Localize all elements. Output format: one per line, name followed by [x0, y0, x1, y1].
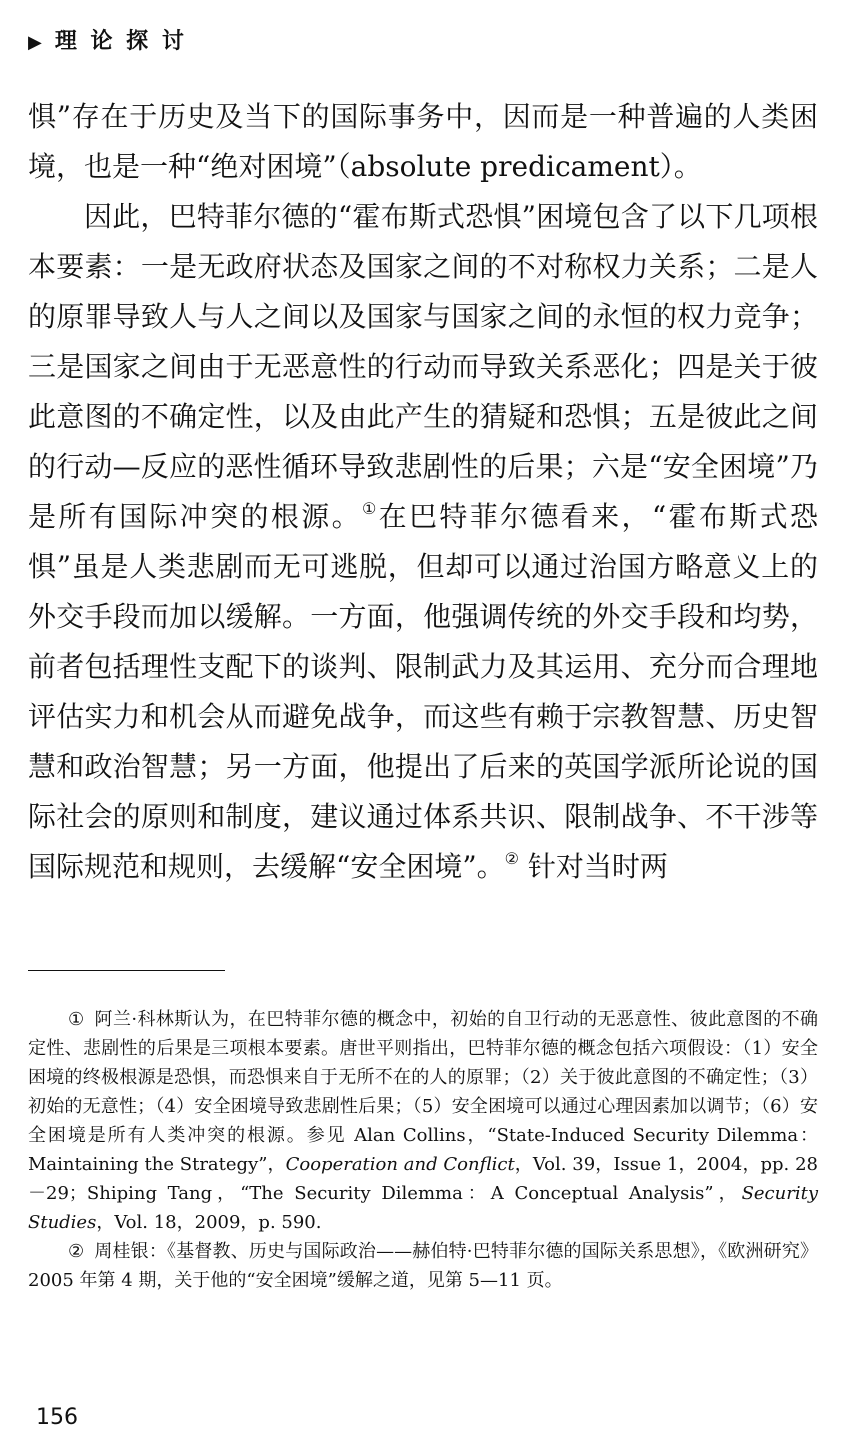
footnote-number: ①	[68, 1009, 85, 1030]
triangle-marker-icon: ▶	[28, 32, 45, 53]
footnote-text: 周桂银：《基督教、历史与国际政治——赫伯特·巴特菲尔德的国际关系思想》，《欧洲研究》2005 年第 4 期，关于他的“安全困境”缓解之道，见第 5—11 页。	[28, 1241, 818, 1291]
footnote-text: 阿兰·科林斯认为，在巴特菲尔德的概念中，初始的自卫行动的无恶意性、彼此意图的不确定性、悲剧性的后果是三项根本要素。唐世平则指出，巴特菲尔德的概念包括六项假设：（1）安全困境的终极根源是恐惧，而恐惧来自于无所不在的人的原罪；（2）关于彼此意图的不确定性；（3）初始的无意性；（4）安全困境导致悲剧性后果；（5）安全困境可以通过心理因素加以调节；（6）安全困境是所有人类冲突的根源。参见 Alan Collins，“State-Induced Security Dilemma：Maintaining the Strategy”，	[28, 1009, 819, 1175]
page-number: 156	[36, 1405, 78, 1430]
footnote-ref-1[interactable]: ①	[361, 499, 379, 518]
paragraph-text: 因此，巴特菲尔德的“霍布斯式恐惧”困境包含了以下几项根本要素：一是无政府状态及国家之间的不对称权力关系；二是人的原罪导致人与人之间以及国家与国家之间的永恒的权力竞争；三是国家之间由于无恶意性的行动而导致关系恶化；四是关于彼此意图的不确定性，以及由此产生的猜疑和恐惧；五是彼此之间的行动—反应的恶性循环导致悲剧性的后果；六是“安全困境”乃是所有国际冲突的根源。	[28, 200, 818, 533]
journal-title: Cooperation and Conflict	[285, 1154, 515, 1175]
paragraph-text: 针对当时两	[518, 850, 668, 883]
footnote-text: ，Vol. 39，Issue 1，2004，pp. 28－29；Shiping Tang，“The Security Dilemma：A Conceptual Analysis”，	[28, 1154, 818, 1204]
paragraph-elements	[28, 192, 818, 892]
journal-title: Security Studies	[28, 1183, 818, 1233]
paragraph-text: 在巴特菲尔德看来，“霍布斯式恐惧”虽是人类悲剧而无可逃脱，但却可以通过治国方略意义上的外交手段而加以缓解。一方面，他强调传统的外交手段和均势，前者包括理性支配下的谈判、限制武力及其运用、充分而合理地评估实力和机会从而避免战争，而这些有赖于宗教智慧、历史智慧和政治智慧；另一方面，他提出了后来的英国学派所论说的国际社会的原则和制度，建议通过体系共识、限制战争、不干涉等国际规范和规则，去缓解“安全困境”。	[28, 500, 818, 883]
footnote-2	[28, 1237, 818, 1295]
paragraph-continued: 惧”存在于历史及当下的国际事务中，因而是一种普遍的人类困境，也是一种“绝对困境”（absolute predicament）。	[28, 100, 818, 183]
footnote-text: ，Vol. 18，2009，p. 590.	[96, 1212, 322, 1233]
footnote-divider	[28, 970, 225, 971]
main-text	[28, 92, 818, 892]
footnotes	[28, 1005, 818, 1295]
footnote-1	[28, 1005, 818, 1237]
footnote-ref-2[interactable]: ②	[504, 849, 519, 868]
footnote-number: ②	[68, 1241, 85, 1262]
section-title: 理 论 探 讨	[54, 29, 187, 54]
running-header	[28, 24, 187, 55]
